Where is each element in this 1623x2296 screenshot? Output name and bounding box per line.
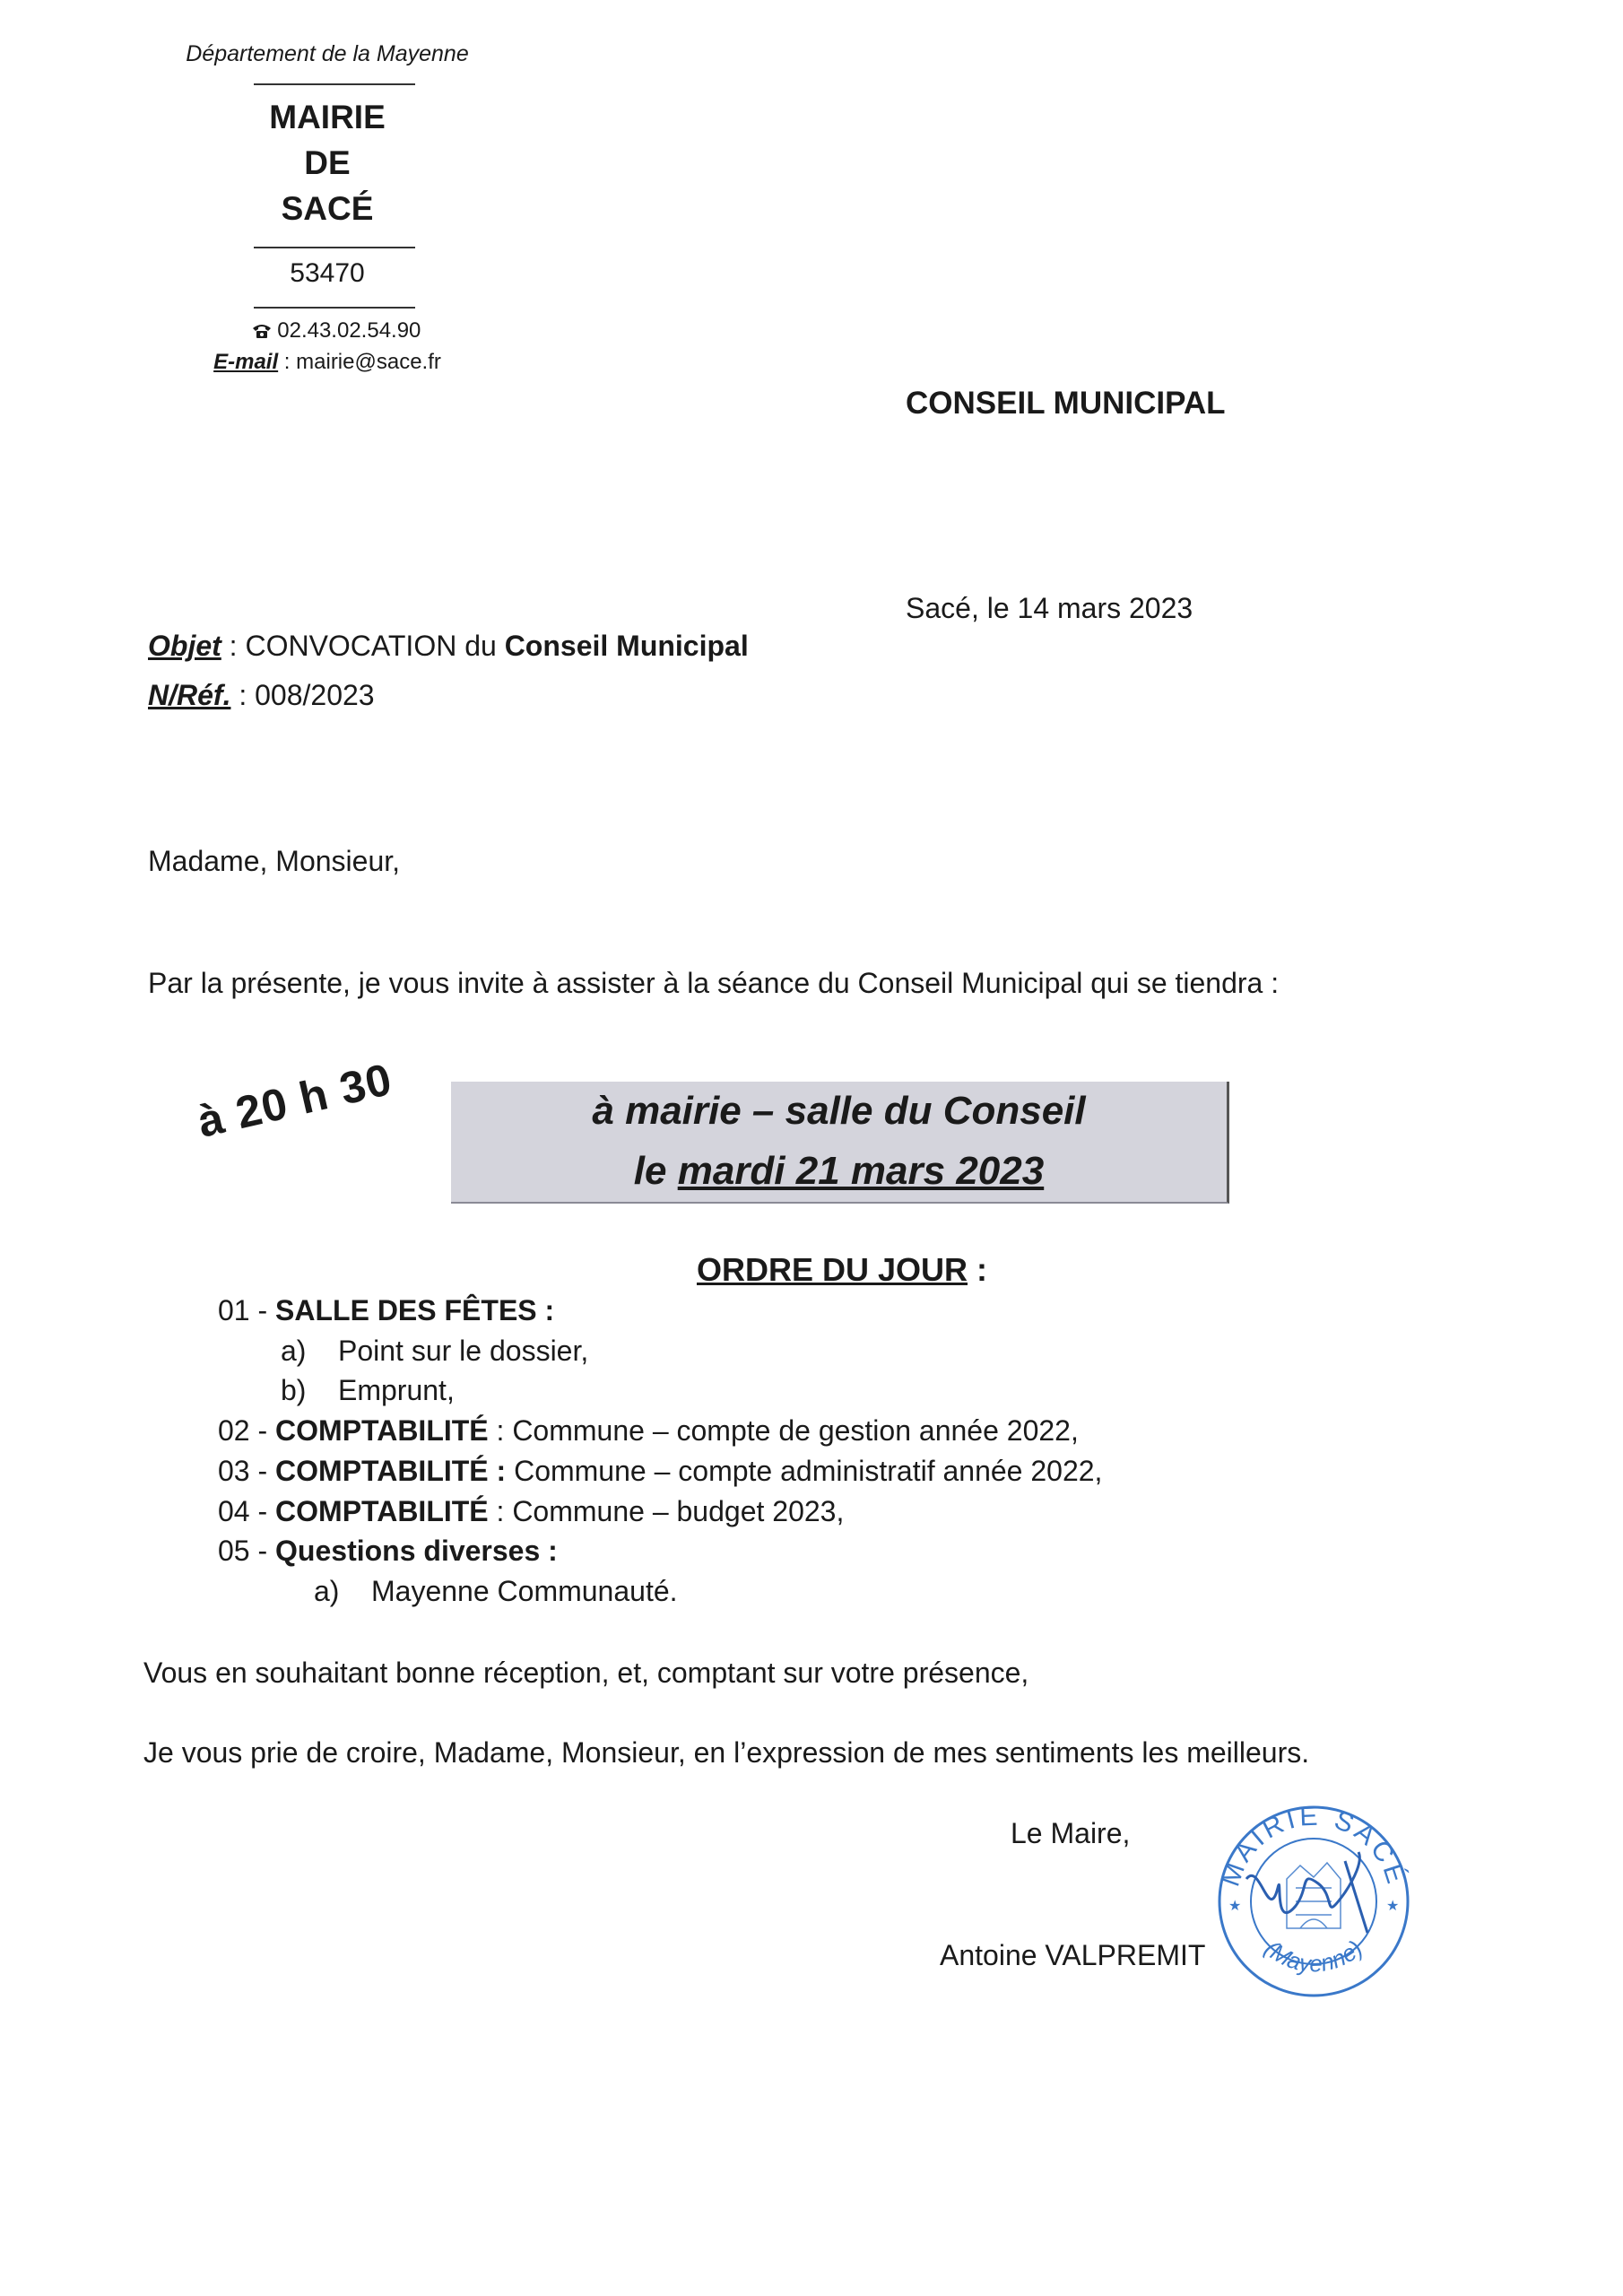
agenda-title-text: ORDRE DU JOUR bbox=[697, 1251, 968, 1288]
council-heading: CONSEIL MUNICIPAL bbox=[906, 386, 1226, 421]
email-label: E-mail bbox=[213, 350, 279, 374]
agenda-item bbox=[218, 1495, 844, 1528]
official-stamp bbox=[1211, 1798, 1417, 2005]
regards-line: Je vous prie de croire, Madame, Monsieur, en l’expression de mes sentiments les meilleurs. bbox=[143, 1736, 1310, 1769]
agenda-title bbox=[697, 1251, 987, 1289]
phone-number: 02.43.02.54.90 bbox=[277, 318, 421, 343]
agenda-item bbox=[218, 1294, 554, 1327]
signature-title: Le Maire, bbox=[1011, 1817, 1131, 1849]
meeting-venue: à mairie – salle du Conseil bbox=[592, 1089, 1086, 1133]
divider bbox=[254, 247, 415, 248]
subject-line bbox=[148, 630, 749, 663]
agenda-item-heading: COMPTABILITÉ bbox=[275, 1495, 489, 1527]
agenda-item-heading: COMPTABILITÉ bbox=[275, 1414, 489, 1447]
agenda-subitem-letter: a) bbox=[314, 1575, 340, 1607]
mairie-line: SACÉ bbox=[281, 190, 374, 227]
agenda-item-number: 02 - bbox=[218, 1414, 276, 1447]
reference-label: N/Réf. bbox=[148, 679, 231, 711]
divider bbox=[254, 307, 415, 309]
department-name: Département de la Mayenne bbox=[186, 41, 469, 66]
agenda-subitem-text: Point sur le dossier, bbox=[338, 1335, 589, 1367]
svg-text:★: ★ bbox=[1228, 1899, 1242, 1914]
agenda-item-text: : Commune – budget 2023, bbox=[488, 1495, 845, 1527]
agenda-item-number: 05 - bbox=[218, 1535, 276, 1567]
reference-value: : 008/2023 bbox=[230, 679, 375, 711]
subject-text: : CONVOCATION du bbox=[221, 630, 505, 662]
agenda-item-heading: Questions diverses : bbox=[275, 1535, 558, 1567]
closing-line: Vous en souhaitant bonne réception, et, comptant sur votre présence, bbox=[143, 1657, 1029, 1689]
agenda-subitem-letter: b) bbox=[281, 1374, 307, 1406]
mairie-line: DE bbox=[304, 144, 351, 181]
agenda-item-heading: SALLE DES FÊTES : bbox=[275, 1294, 555, 1326]
divider bbox=[254, 83, 415, 85]
svg-text:MAIRIE SACÉ: MAIRIE SACÉ bbox=[1215, 1801, 1412, 1891]
phone-icon bbox=[252, 318, 278, 343]
intro-paragraph: Par la présente, je vous invite à assister à la séance du Conseil Municipal qui se tiendra : bbox=[148, 967, 1280, 999]
phone-line bbox=[188, 318, 484, 344]
agenda-item-heading: COMPTABILITÉ : bbox=[275, 1455, 507, 1487]
mairie-name bbox=[206, 94, 448, 231]
agenda-subitem-letter: a) bbox=[281, 1335, 307, 1367]
meeting-date-line bbox=[451, 1149, 1227, 1194]
email-value: : mairie@sace.fr bbox=[278, 350, 441, 374]
subject-label: Objet bbox=[148, 630, 221, 662]
agenda-item-number: 04 - bbox=[218, 1495, 276, 1527]
svg-text:★: ★ bbox=[1386, 1899, 1400, 1914]
meeting-date-prefix: le bbox=[633, 1149, 678, 1193]
agenda-item-text: Commune – compte administratif année 2022, bbox=[506, 1455, 1103, 1487]
date-place: Sacé, le 14 mars 2023 bbox=[906, 592, 1193, 624]
email-line bbox=[152, 350, 502, 375]
subject-bold: Conseil Municipal bbox=[504, 630, 749, 662]
mairie-line: MAIRIE bbox=[269, 99, 386, 135]
svg-text:(Mayenne): (Mayenne) bbox=[1259, 1935, 1368, 1978]
agenda-subitem bbox=[281, 1335, 588, 1368]
agenda-subitem-text: Emprunt, bbox=[338, 1374, 455, 1406]
agenda-item-number: 03 - bbox=[218, 1455, 276, 1487]
agenda-item-text: : Commune – compte de gestion année 2022, bbox=[488, 1414, 1079, 1447]
agenda-item bbox=[218, 1414, 1079, 1448]
postal-code: 53470 bbox=[290, 258, 365, 288]
agenda-subitem bbox=[281, 1374, 455, 1407]
agenda-subitem-text: Mayenne Communauté. bbox=[371, 1575, 678, 1607]
meeting-time: à 20 h 30 bbox=[193, 1053, 397, 1148]
meeting-date: mardi 21 mars 2023 bbox=[677, 1149, 1045, 1193]
reference-line bbox=[148, 679, 375, 712]
agenda-item bbox=[218, 1535, 558, 1568]
agenda-item-number: 01 - bbox=[218, 1294, 276, 1326]
agenda-item bbox=[218, 1455, 1102, 1488]
signatory-name: Antoine VALPREMIT bbox=[940, 1939, 1206, 1971]
salutation: Madame, Monsieur, bbox=[148, 845, 401, 877]
agenda-subitem bbox=[314, 1575, 678, 1608]
agenda-title-suffix: : bbox=[968, 1251, 988, 1288]
